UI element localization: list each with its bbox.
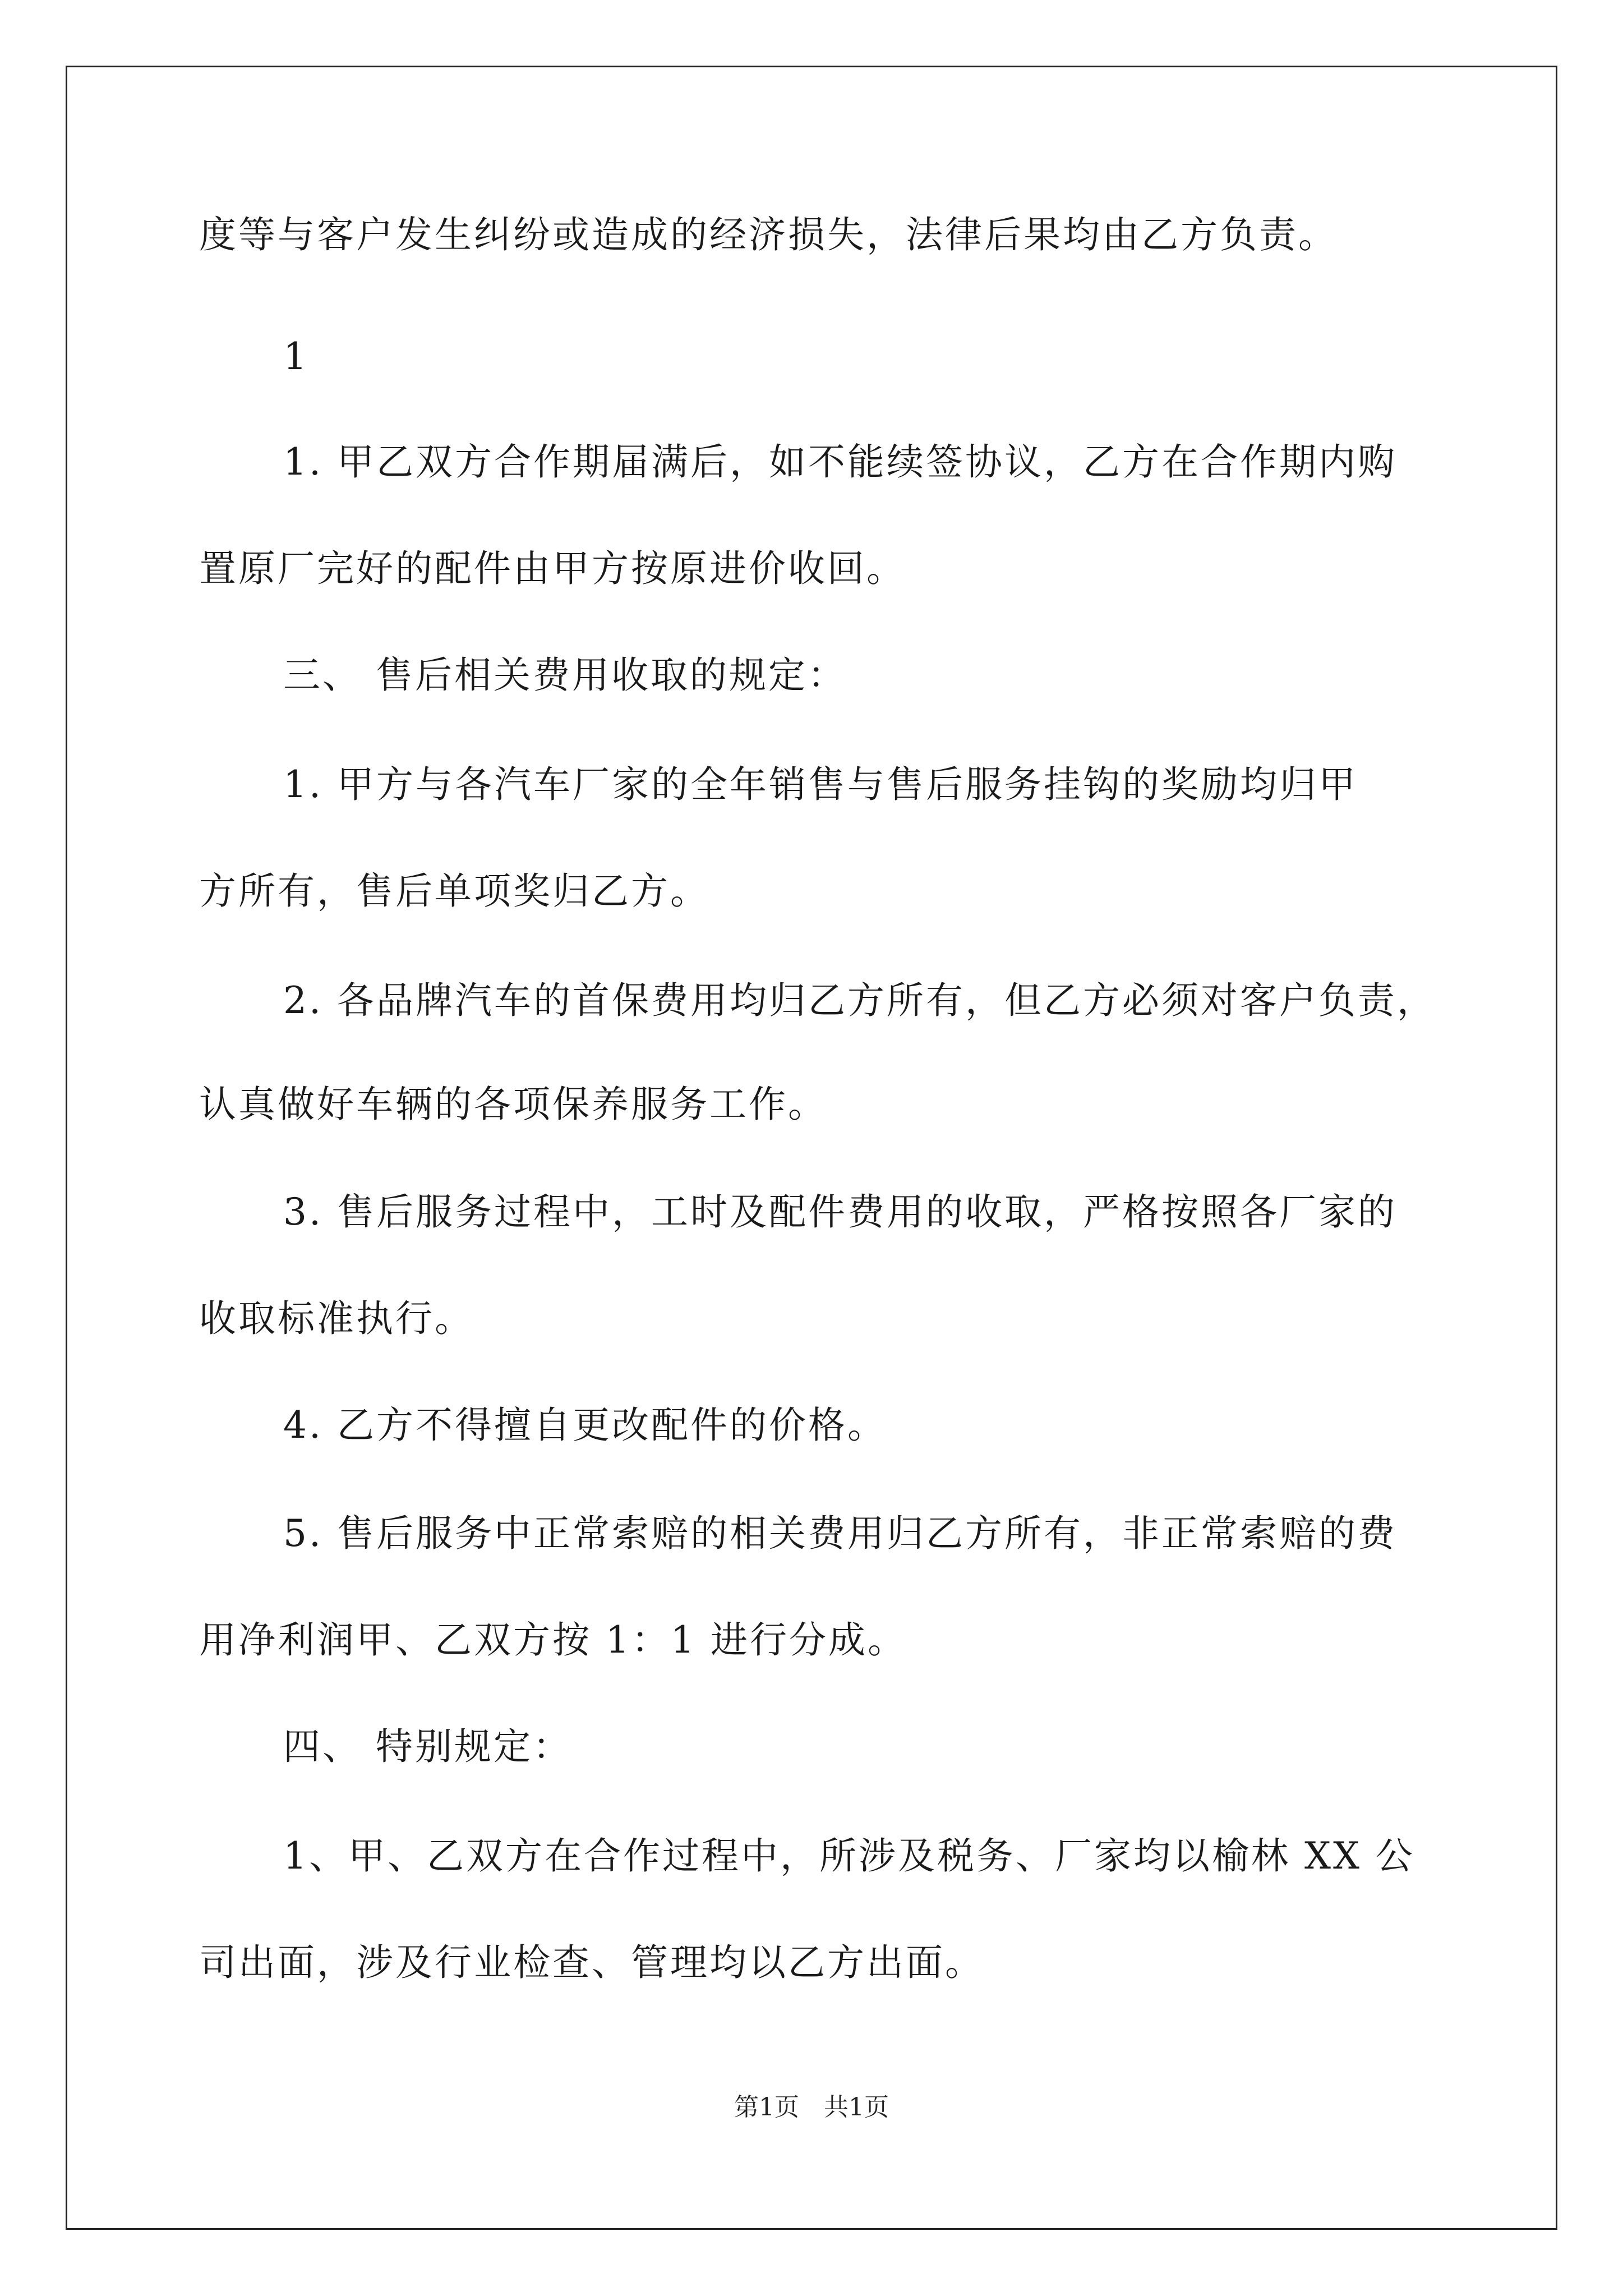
text-line-3: 1. 甲乙双方合作期届满后，如不能续签协议，乙方在合作期内购	[283, 440, 1397, 484]
text-line-16: 1、甲、乙双方在合作过程中，所涉及税务、厂家均以榆林 XX 公	[283, 1834, 1415, 1878]
text-line-9: 认真做好车辆的各项保养服务工作。	[199, 1083, 827, 1126]
page-border	[66, 66, 1557, 2230]
text-line-10: 3. 售后服务过程中，工时及配件费用的收取，严格按照各厂家的	[283, 1190, 1397, 1234]
text-line-2: 1	[283, 335, 309, 378]
text-line-1: 度等与客户发生纠纷或造成的经济损失，法律后果均由乙方负责。	[199, 213, 1338, 256]
page-footer: 第1页 共1页	[734, 2093, 889, 2122]
text-line-8: 2. 各品牌汽车的首保费用均归乙方所有，但乙方必须对客户负责，	[283, 979, 1436, 1022]
text-line-7: 方所有，售后单项奖归乙方。	[199, 869, 709, 913]
text-line-13: 5. 售后服务中正常索赔的相关费用归乙方所有，非正常索赔的费	[283, 1512, 1397, 1555]
text-line-12: 4. 乙方不得擅自更改配件的价格。	[283, 1404, 887, 1447]
text-line-4: 置原厂完好的配件由甲方按原进价收回。	[199, 547, 906, 590]
section-heading-4: 四、 特别规定：	[283, 1725, 572, 1768]
section-heading-3: 三、 售后相关费用收取的规定：	[283, 654, 847, 697]
text-line-17: 司出面，涉及行业检查、管理均以乙方出面。	[199, 1941, 984, 1984]
text-line-14: 用净利润甲、乙双方按 1：1 进行分成。	[199, 1618, 907, 1662]
text-line-6: 1. 甲方与各汽车厂家的全年销售与售后服务挂钩的奖励均归甲	[283, 763, 1358, 806]
text-line-11: 收取标准执行。	[199, 1297, 474, 1340]
